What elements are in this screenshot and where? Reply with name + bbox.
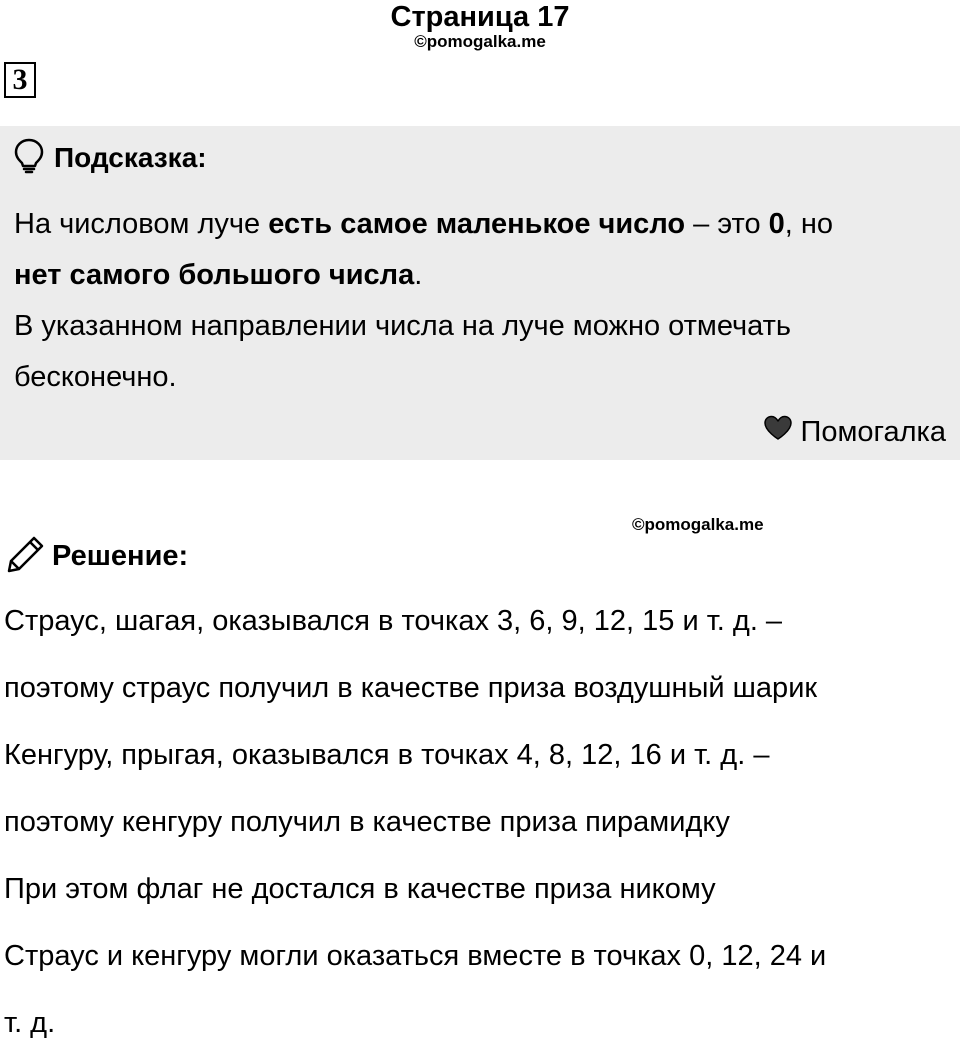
solution-line: При этом флаг не достался в качестве приза никому: [4, 873, 716, 905]
solution-line: Кенгуру, прыгая, оказывался в точках 4, 8, 12, 16 и т. д. –: [4, 739, 770, 771]
lightbulb-icon: [14, 138, 44, 179]
hint-text-a: На числовом луче: [14, 208, 269, 240]
watermark-middle: ©pomogalka.me: [632, 515, 764, 534]
solution-line: Страус, шагая, оказывался в точках 3, 6, 9, 12, 15 и т. д. –: [4, 605, 783, 637]
solution-header: [6, 536, 188, 576]
solution-line: поэтому страус получил в качестве приза воздушный шарик: [4, 672, 818, 704]
solution-line: Страус и кенгуру могли оказаться вместе в точках 0, 12, 24 и: [4, 940, 827, 972]
hint-text: [14, 199, 944, 403]
solution-text: [4, 594, 954, 1063]
pencil-icon: [6, 534, 46, 579]
hint-paragraph-2: В указанном направлении числа на луче можно отмечать бесконечно.: [14, 310, 792, 393]
signature-label: Помогалка: [800, 416, 946, 448]
hint-text-d: 0: [768, 208, 785, 240]
heart-icon: [763, 412, 793, 452]
hint-text-e: , но: [784, 208, 834, 240]
hint-paragraph-1: [14, 199, 944, 301]
hint-label: Подсказка:: [54, 142, 207, 173]
hint-text-g: .: [414, 259, 423, 291]
solution-line: поэтому кенгуру получил в качестве приза пирамидку: [4, 806, 730, 838]
hint-text-c: – это: [685, 208, 769, 240]
watermark-top: ©pomogalka.me: [414, 32, 546, 51]
hint-header: [14, 140, 207, 176]
hint-text-b: есть самое маленькое число: [268, 208, 686, 240]
solution-line: т. д.: [4, 1007, 56, 1039]
hint-text-f: нет самого большого числа: [14, 259, 415, 291]
task-number: 3: [4, 62, 36, 98]
signature: [763, 412, 946, 452]
solution-label: Решение:: [52, 539, 189, 572]
page-title: Страница 17: [390, 1, 570, 33]
